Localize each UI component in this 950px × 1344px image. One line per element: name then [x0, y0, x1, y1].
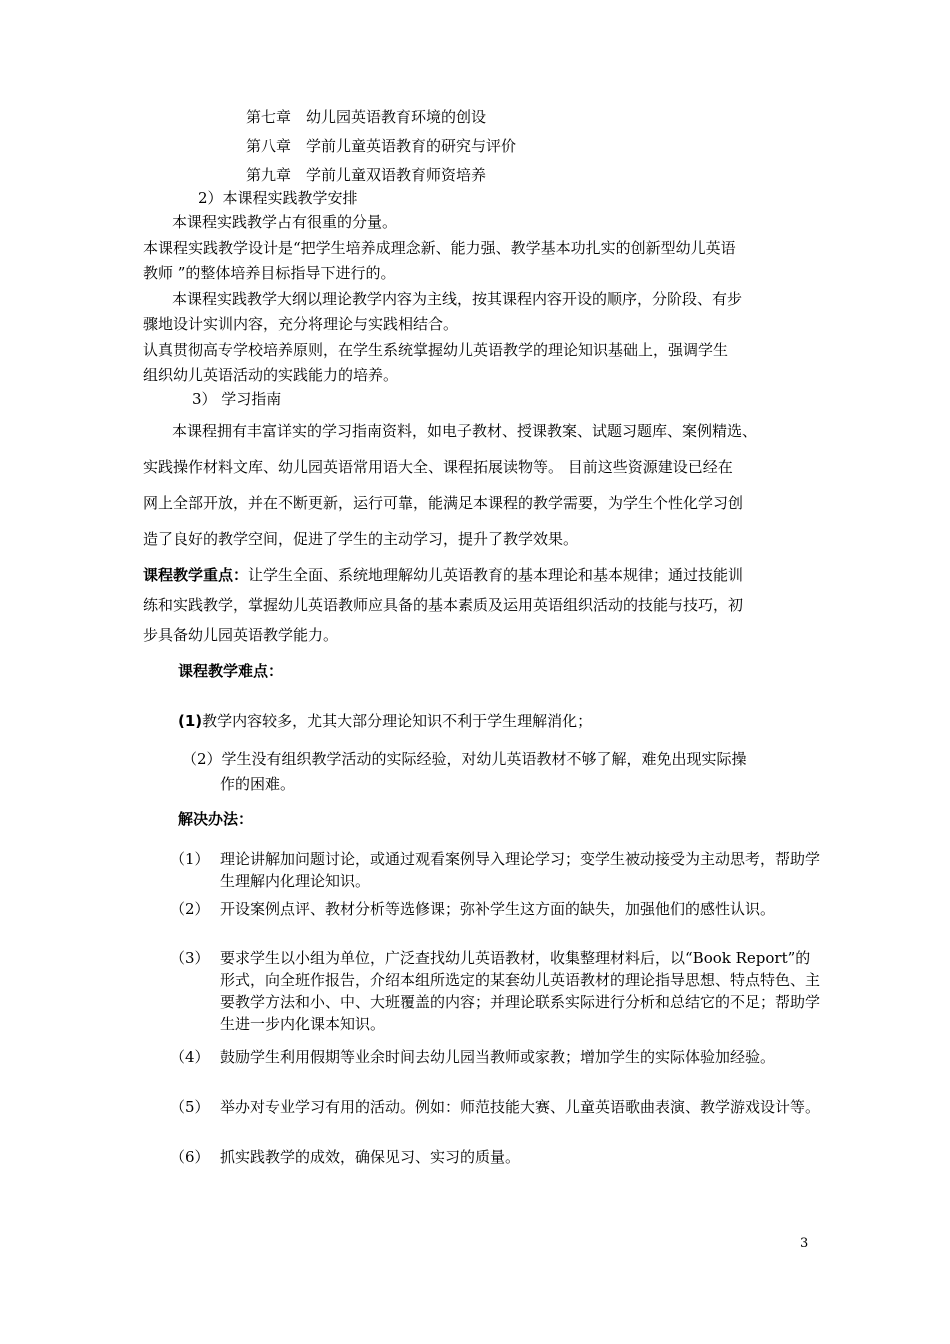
practice-paragraph-4-line-2: 组织幼儿英语活动的实践能力的培养。 [143, 366, 399, 384]
practice-paragraph-3-line-1: 本课程实践教学大纲以理论教学内容为主线，按其课程内容开设的顺序，分阶段、有步 [172, 290, 743, 308]
difficulty-item-2-number: （2） [182, 750, 222, 768]
focus-line-1 [143, 564, 743, 586]
solution-1-number: （1） [170, 850, 210, 868]
solution-4-number: （4） [170, 1048, 210, 1066]
solutions-label: 解决办法： [178, 810, 254, 828]
difficulty-item-2-line-2: 作的困难。 [220, 775, 296, 793]
page-number: 3 [800, 1236, 809, 1251]
solution-3-text: 要求学生以小组为单位，广泛查找幼儿英语教材，收集整理材料后，以“Book Report”的形式，向全班作报告，介绍本组所选定的某套幼儿英语教材的理论指导思想、特点特色、主要教学方法和小、中、大班覆盖的内容；并理论联系实际进行分析和总结它的不足；帮助学生进一步内化课本知识。 [220, 949, 821, 1033]
solution-6-number: （6） [170, 1148, 210, 1166]
focus-line-2: 练和实践教学，掌握幼儿英语教师应具备的基本素质及运用英语组织活动的技能与技巧，初 [143, 596, 744, 614]
practice-paragraph-4-line-1: 认真贯彻高专学校培养原则，在学生系统掌握幼儿英语教学的理论知识基础上，强调学生 [143, 341, 729, 359]
practice-paragraph-3-line-2: 骤地设计实训内容，充分将理论与实践相结合。 [143, 315, 459, 333]
guide-heading: 3） 学习指南 [192, 390, 282, 408]
difficulty-item-1-number: (1) [178, 712, 203, 730]
guide-line-3: 网上全部开放，并在不断更新，运行可靠，能满足本课程的教学需要，为学生个性化学习创 [143, 494, 744, 512]
practice-paragraph-2-line-2: 教师 ”的整体培养目标指导下进行的。 [143, 264, 396, 282]
solution-2-text: 开设案例点评、教材分析等选修课；弥补学生这方面的缺失，加强他们的感性认识。 [220, 900, 776, 918]
focus-label: 课程教学重点： [143, 566, 249, 584]
solution-1-text: 理论讲解加问题讨论，或通过观看案例导入理论学习；变学生被动接受为主动思考，帮助学生理解内化理论知识。 [220, 850, 821, 890]
chapter-7: 第七章 幼儿园英语教育环境的创设 [246, 108, 487, 126]
difficulty-item-1-text: 教学内容较多，尤其大部分理论知识不利于学生理解消化； [202, 712, 593, 730]
chapter-8: 第八章 学前儿童英语教育的研究与评价 [246, 137, 517, 155]
practice-heading: 2）本课程实践教学安排 [198, 189, 358, 207]
guide-line-2: 实践操作材料文库、幼儿园英语常用语大全、课程拓展读物等。 目前这些资源建设已经在 [143, 458, 733, 476]
difficulty-item-2-text-1: 学生没有组织教学活动的实际经验，对幼儿英语教材不够了解，难免出现实际操 [221, 750, 747, 768]
focus-line-3: 步具备幼儿园英语教学能力。 [143, 626, 339, 644]
solution-3-number: （3） [170, 949, 210, 967]
solution-2-number: （2） [170, 900, 210, 918]
solution-4-text: 鼓励学生利用假期等业余时间去幼儿园当教师或家教；增加学生的实际体验加经验。 [220, 1048, 776, 1066]
practice-paragraph-2-line-1: 本课程实践教学设计是“把学生培养成理念新、能力强、教学基本功扎实的创新型幼儿英语 [143, 239, 736, 257]
focus-text-1: 让学生全面、系统地理解幼儿英语教育的基本理论和基本规律；通过技能训 [248, 566, 744, 584]
difficulty-item-2-line-1 [182, 748, 747, 770]
solution-5-number: （5） [170, 1098, 210, 1116]
guide-line-4: 造了良好的教学空间，促进了学生的主动学习，提升了教学效果。 [143, 530, 579, 548]
solution-6-text: 抓实践教学的成效，确保见习、实习的质量。 [220, 1148, 521, 1166]
solution-5-text: 举办对专业学习有用的活动。例如：师范技能大赛、儿童英语歌曲表演、教学游戏设计等。 [220, 1098, 821, 1116]
practice-paragraph-1: 本课程实践教学占有很重的分量。 [172, 213, 398, 231]
guide-line-1: 本课程拥有丰富详实的学习指南资料，如电子教材、授课教案、试题习题库、案例精选、 [172, 422, 758, 440]
chapter-9: 第九章 学前儿童双语教育师资培养 [246, 166, 487, 184]
difficulty-item-1 [178, 710, 592, 732]
difficulty-label: 课程教学难点： [178, 662, 284, 680]
